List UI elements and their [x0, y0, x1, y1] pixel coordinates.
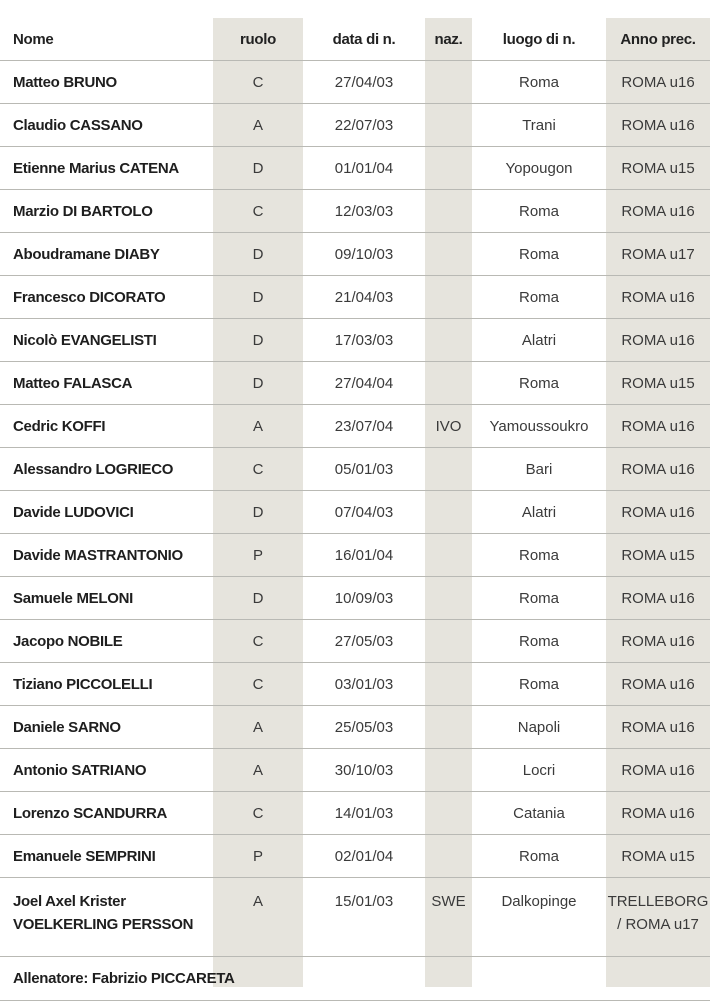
cell-ruolo: D — [213, 319, 303, 362]
cell-naz — [425, 233, 472, 276]
cell-nome: Tiziano PICCOLELLI — [0, 663, 213, 706]
coach-row — [0, 957, 710, 1001]
header-nome: Nome — [13, 30, 54, 48]
cell-luogo: Dalkopinge — [472, 878, 606, 957]
cell-data: 02/01/04 — [303, 835, 425, 878]
cell-nome — [0, 878, 213, 957]
cell-anno: ROMA u17 — [606, 233, 710, 276]
table-header-row — [0, 18, 710, 61]
header-luogo: luogo di n. — [502, 30, 576, 48]
cell-luogo: Roma — [472, 620, 606, 663]
cell-ruolo: C — [213, 61, 303, 104]
header-data: data di n. — [332, 30, 396, 48]
cell-data: 25/05/03 — [303, 706, 425, 749]
cell-anno: ROMA u15 — [606, 534, 710, 577]
table-row — [0, 61, 710, 104]
cell-nome: Davide LUDOVICI — [0, 491, 213, 534]
cell-anno: ROMA u16 — [606, 663, 710, 706]
cell-naz — [425, 147, 472, 190]
cell-luogo: Roma — [472, 577, 606, 620]
cell-luogo: Roma — [472, 835, 606, 878]
cell-anno: ROMA u16 — [606, 577, 710, 620]
cell-luogo: Roma — [472, 663, 606, 706]
cell-data: 12/03/03 — [303, 190, 425, 233]
cell-luogo: Alatri — [472, 319, 606, 362]
cell-anno — [606, 878, 710, 957]
header-naz: naz. — [434, 30, 463, 48]
cell-ruolo: C — [213, 448, 303, 491]
cell-anno: ROMA u16 — [606, 706, 710, 749]
cell-anno: ROMA u16 — [606, 792, 710, 835]
cell-luogo: Roma — [472, 190, 606, 233]
coach-label: Allenatore: Fabrizio PICCARETA — [0, 957, 710, 1001]
cell-anno: ROMA u16 — [606, 448, 710, 491]
table-row — [0, 319, 710, 362]
cell-luogo: Roma — [472, 276, 606, 319]
cell-naz — [425, 706, 472, 749]
cell-data: 03/01/03 — [303, 663, 425, 706]
cell-ruolo: D — [213, 491, 303, 534]
cell-anno: ROMA u16 — [606, 190, 710, 233]
cell-naz — [425, 448, 472, 491]
table-row — [0, 620, 710, 663]
cell-ruolo: C — [213, 190, 303, 233]
cell-naz — [425, 190, 472, 233]
cell-nome: Emanuele SEMPRINI — [0, 835, 213, 878]
cell-data: 15/01/03 — [303, 878, 425, 957]
cell-data: 27/04/03 — [303, 61, 425, 104]
cell-luogo: Catania — [472, 792, 606, 835]
cell-nome: Aboudramane DIABY — [0, 233, 213, 276]
cell-ruolo: A — [213, 878, 303, 957]
cell-data: 01/01/04 — [303, 147, 425, 190]
cell-anno: ROMA u16 — [606, 620, 710, 663]
cell-nome: Claudio CASSANO — [0, 104, 213, 147]
cell-luogo: Napoli — [472, 706, 606, 749]
cell-luogo: Bari — [472, 448, 606, 491]
cell-luogo: Roma — [472, 362, 606, 405]
table-row — [0, 792, 710, 835]
header-ruolo: ruolo — [240, 30, 276, 48]
cell-anno: ROMA u15 — [606, 835, 710, 878]
cell-nome: Samuele MELONI — [0, 577, 213, 620]
cell-data: 22/07/03 — [303, 104, 425, 147]
cell-nome: Matteo BRUNO — [0, 61, 213, 104]
cell-nome: Daniele SARNO — [0, 706, 213, 749]
cell-nome: Davide MASTRANTONIO — [0, 534, 213, 577]
table-row — [0, 362, 710, 405]
cell-naz: IVO — [425, 405, 472, 448]
cell-luogo: Alatri — [472, 491, 606, 534]
cell-ruolo: P — [213, 835, 303, 878]
cell-data: 09/10/03 — [303, 233, 425, 276]
nome-line-2: VOELKERLING PERSSON — [13, 916, 194, 933]
cell-nome: Francesco DICORATO — [0, 276, 213, 319]
anno-line-1: TRELLEBORG — [607, 893, 709, 910]
cell-naz — [425, 104, 472, 147]
cell-luogo: Yamoussoukro — [472, 405, 606, 448]
cell-data: 27/04/04 — [303, 362, 425, 405]
cell-anno: ROMA u15 — [606, 147, 710, 190]
table-row — [0, 835, 710, 878]
cell-data: 16/01/04 — [303, 534, 425, 577]
cell-ruolo: D — [213, 362, 303, 405]
table-row — [0, 534, 710, 577]
cell-naz — [425, 491, 472, 534]
cell-anno: ROMA u16 — [606, 491, 710, 534]
cell-naz — [425, 61, 472, 104]
cell-nome: Matteo FALASCA — [0, 362, 213, 405]
cell-data: 21/04/03 — [303, 276, 425, 319]
cell-ruolo: P — [213, 534, 303, 577]
cell-ruolo: D — [213, 276, 303, 319]
cell-ruolo: A — [213, 405, 303, 448]
cell-ruolo: D — [213, 577, 303, 620]
cell-ruolo: D — [213, 233, 303, 276]
table-row — [0, 276, 710, 319]
table-row — [0, 706, 710, 749]
table-row — [0, 448, 710, 491]
cell-anno: ROMA u16 — [606, 405, 710, 448]
cell-anno: ROMA u16 — [606, 104, 710, 147]
roster-table — [0, 18, 710, 1001]
cell-luogo: Roma — [472, 61, 606, 104]
table-row-last-player — [0, 878, 710, 957]
cell-anno: ROMA u16 — [606, 749, 710, 792]
cell-nome: Cedric KOFFI — [0, 405, 213, 448]
cell-nome: Nicolò EVANGELISTI — [0, 319, 213, 362]
cell-luogo: Locri — [472, 749, 606, 792]
cell-naz — [425, 749, 472, 792]
cell-data: 05/01/03 — [303, 448, 425, 491]
anno-line-2: / ROMA u17 — [617, 916, 699, 933]
cell-naz — [425, 534, 472, 577]
cell-ruolo: C — [213, 663, 303, 706]
cell-nome: Marzio DI BARTOLO — [0, 190, 213, 233]
table-row — [0, 233, 710, 276]
cell-ruolo: D — [213, 147, 303, 190]
nome-line-1: Joel Axel Krister — [13, 893, 126, 910]
cell-data: 30/10/03 — [303, 749, 425, 792]
cell-ruolo: C — [213, 620, 303, 663]
cell-data: 10/09/03 — [303, 577, 425, 620]
cell-nome: Antonio SATRIANO — [0, 749, 213, 792]
cell-ruolo: C — [213, 792, 303, 835]
cell-luogo: Trani — [472, 104, 606, 147]
cell-naz: SWE — [425, 878, 472, 957]
cell-nome: Lorenzo SCANDURRA — [0, 792, 213, 835]
cell-ruolo: A — [213, 706, 303, 749]
cell-naz — [425, 792, 472, 835]
table-row — [0, 104, 710, 147]
table-row — [0, 749, 710, 792]
cell-data: 17/03/03 — [303, 319, 425, 362]
table-row — [0, 663, 710, 706]
cell-naz — [425, 577, 472, 620]
cell-anno: ROMA u16 — [606, 276, 710, 319]
table-row — [0, 190, 710, 233]
cell-data: 27/05/03 — [303, 620, 425, 663]
table-row — [0, 147, 710, 190]
cell-naz — [425, 362, 472, 405]
cell-naz — [425, 620, 472, 663]
cell-anno: ROMA u16 — [606, 61, 710, 104]
cell-luogo: Roma — [472, 534, 606, 577]
table-row — [0, 491, 710, 534]
cell-data: 07/04/03 — [303, 491, 425, 534]
cell-nome: Etienne Marius CATENA — [0, 147, 213, 190]
cell-data: 14/01/03 — [303, 792, 425, 835]
cell-naz — [425, 663, 472, 706]
cell-luogo: Roma — [472, 233, 606, 276]
cell-naz — [425, 276, 472, 319]
cell-data: 23/07/04 — [303, 405, 425, 448]
header-anno: Anno prec. — [620, 30, 696, 48]
cell-ruolo: A — [213, 749, 303, 792]
table-row — [0, 405, 710, 448]
cell-anno: ROMA u16 — [606, 319, 710, 362]
table-row — [0, 577, 710, 620]
cell-luogo: Yopougon — [472, 147, 606, 190]
cell-naz — [425, 319, 472, 362]
cell-anno: ROMA u15 — [606, 362, 710, 405]
cell-nome: Jacopo NOBILE — [0, 620, 213, 663]
cell-nome: Alessandro LOGRIECO — [0, 448, 213, 491]
cell-naz — [425, 835, 472, 878]
cell-ruolo: A — [213, 104, 303, 147]
